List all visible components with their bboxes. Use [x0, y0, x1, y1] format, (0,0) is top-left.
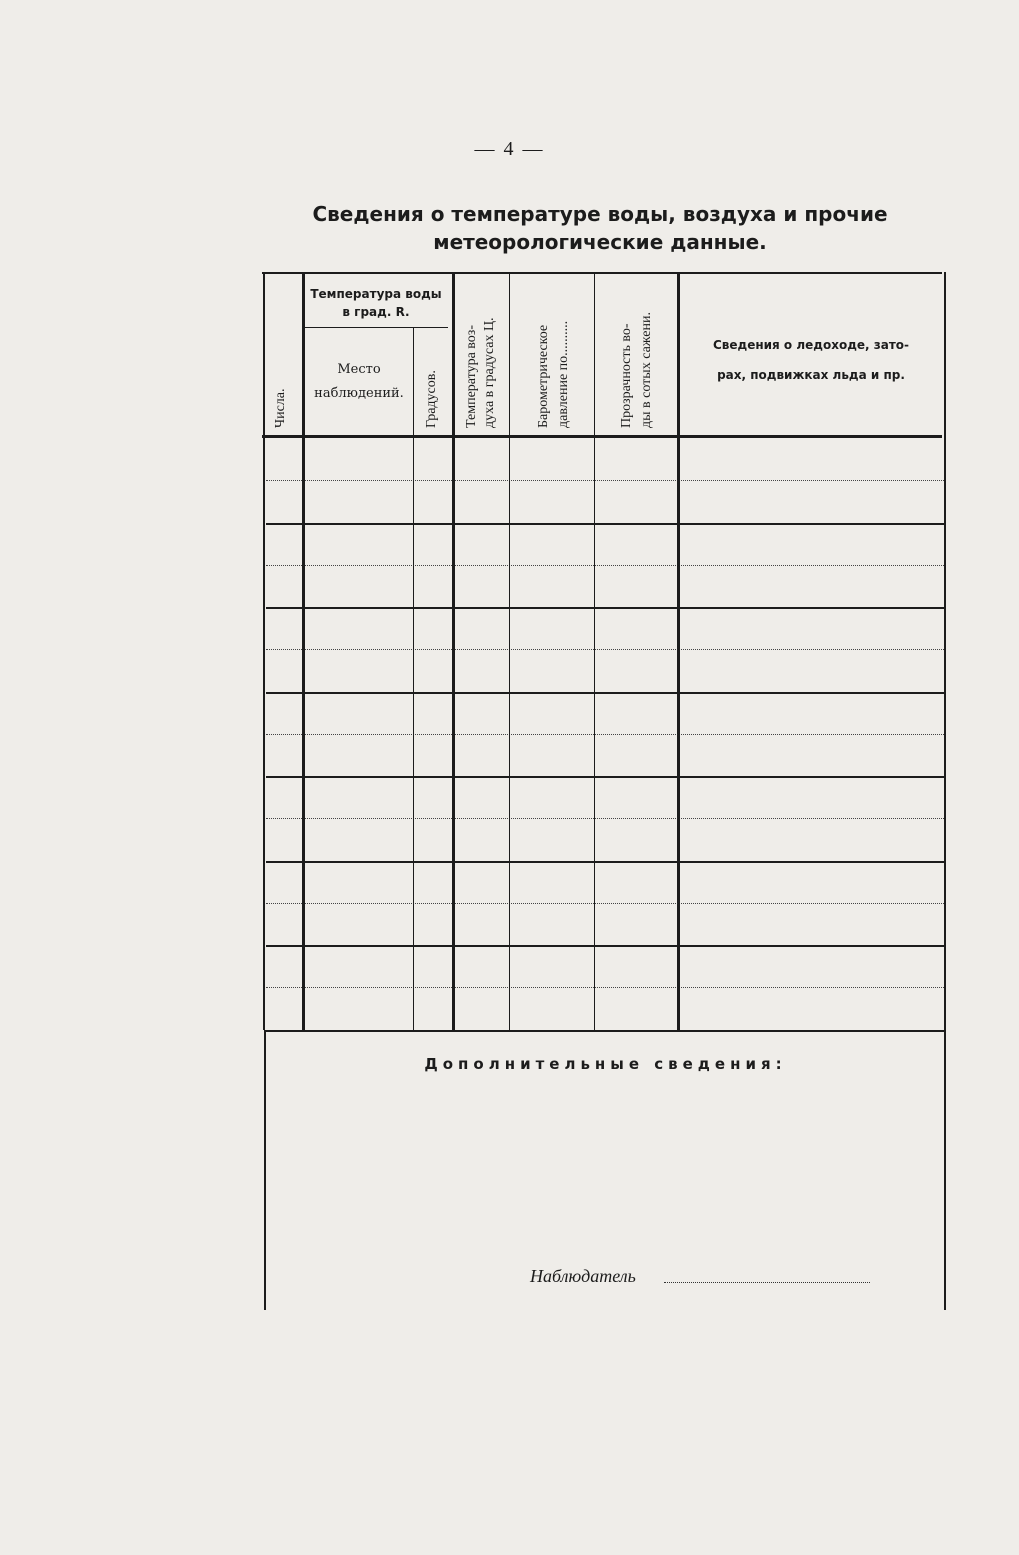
row-dotted-4 — [266, 734, 944, 735]
row-dotted-5 — [266, 818, 944, 819]
col-transparency-rule — [677, 272, 680, 1030]
header-transparency-2: ды в сотых сажени. — [639, 312, 654, 428]
row-rule-6 — [266, 945, 944, 947]
col-air-rule — [509, 272, 510, 1030]
header-degrees: Градусов. — [424, 370, 439, 428]
page-number: — 4 — — [474, 138, 545, 160]
table-top-rule — [262, 272, 942, 274]
row-rule-2 — [266, 607, 944, 609]
frame-left-rule — [264, 1030, 266, 1310]
header-bottom-rule — [262, 435, 942, 438]
col-dates-rule — [302, 272, 305, 1030]
extra-info-heading: Дополнительные сведения: — [424, 1055, 787, 1073]
col-left-rule — [263, 272, 265, 1030]
header-place: Место наблюдений. — [314, 362, 404, 401]
row-dotted-1 — [266, 480, 944, 481]
header-water-temp: Температура воды в град. R. — [310, 287, 442, 319]
page-title — [260, 200, 940, 256]
row-rule-1 — [266, 523, 944, 525]
observer-label: Наблюдатель — [530, 1266, 636, 1286]
header-dates: Числа. — [273, 388, 288, 428]
observer-signature-line[interactable] — [664, 1282, 870, 1283]
header-pressure-1: Барометрическое — [536, 324, 551, 428]
row-rule-3 — [266, 692, 944, 694]
col-degrees-rule — [452, 272, 455, 1030]
col-place-rule — [413, 327, 414, 1030]
row-dotted-2 — [266, 565, 944, 566]
header-air-temp-1: Температура воз- — [464, 324, 479, 428]
col-pressure-rule — [594, 272, 595, 1030]
row-rule-4 — [266, 776, 944, 778]
header-ice: Сведения о ледоходе, зато-рах, подвижках льда и пр. — [712, 338, 910, 382]
row-dotted-3 — [266, 649, 944, 650]
row-rule-7 — [266, 1030, 944, 1032]
header-transparency-1: Прозрачность во- — [619, 323, 634, 428]
title-line-1: Сведения о температуре воды, воздуха и прочие — [312, 202, 888, 226]
row-dotted-7 — [266, 987, 944, 988]
header-sub-rule — [303, 327, 448, 328]
header-pressure-2: давление по.......... — [556, 320, 571, 428]
row-rule-5 — [266, 861, 944, 863]
frame-right-rule — [944, 272, 946, 1310]
row-dotted-6 — [266, 903, 944, 904]
header-air-temp-2: духа в градусах Ц. — [482, 317, 497, 428]
title-line-2: метеорологические данные. — [433, 230, 767, 254]
